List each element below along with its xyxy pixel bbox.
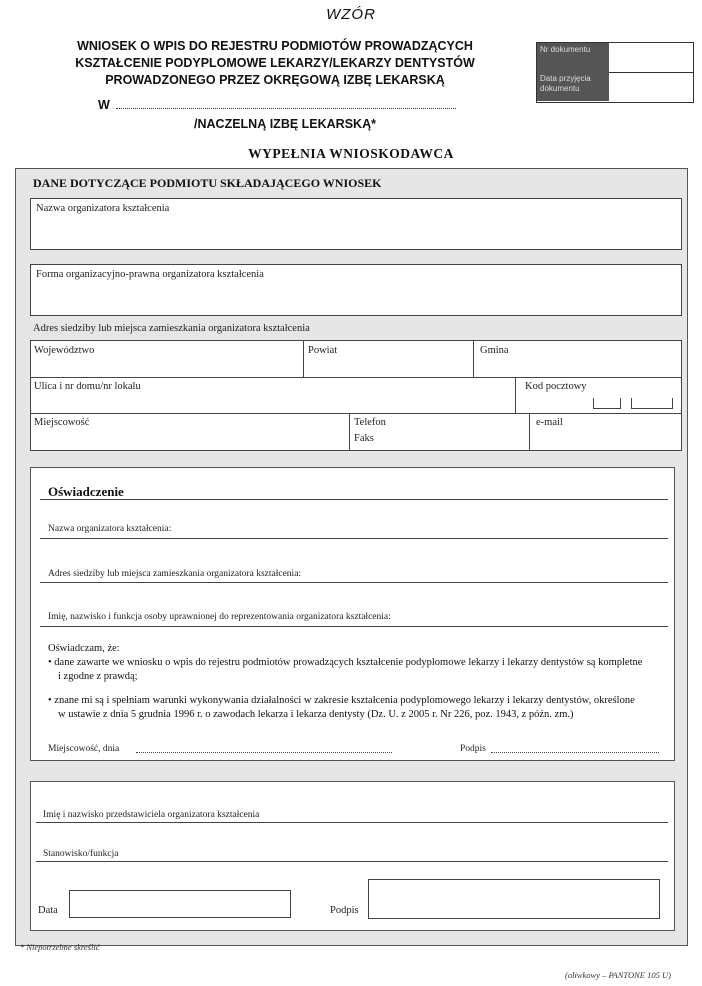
chamber-name-dotted-line <box>116 98 456 109</box>
fax-label: Faks <box>354 433 374 444</box>
section-title: DANE DOTYCZĄCE PODMIOTU SKŁADAJĄCEGO WNIOSEK <box>33 176 382 190</box>
postal-code-digits-1[interactable] <box>593 398 621 409</box>
acceptance-date-label: Data przyjęcia dokumentu <box>537 72 609 101</box>
legal-form-label: Forma organizacyjno-prawna organizatora kształcenia <box>36 269 264 280</box>
county-cell[interactable] <box>303 341 304 377</box>
title-line-2: KSZTAŁCENIE PODYPLOMOWE LEKARZY/LEKARZY DENTYSTÓW <box>75 56 475 70</box>
place-date-line[interactable] <box>136 752 392 753</box>
email-label: e-mail <box>536 417 563 428</box>
address-row-street <box>30 377 682 414</box>
title-line-1: WNIOSEK O WPIS DO REJESTRU PODMIOTÓW PROWADZĄCYCH <box>77 39 473 53</box>
signature-label: Podpis <box>330 905 359 916</box>
decl-person-label: Imię, nazwisko i funkcja osoby uprawnionej do reprezentowania organizatora kształcenia: <box>48 612 391 622</box>
decl-signature-line[interactable] <box>491 752 659 753</box>
representative-name-label: Imię i nazwisko przedstawiciela organizatora kształcenia <box>43 810 260 820</box>
footnote: * Niepotrzebne skreślić <box>20 942 100 952</box>
decl-address-label: Adres siedziby lub miejsca zamieszkania organizatora kształcenia: <box>48 569 302 579</box>
declaration-bullet-2-line-2: w ustawie z dnia 5 grudnia 1996 r. o zawodach lekarza i lekarza dentysty (Dz. U. z 2005 r. Nr 226, poz. 1943, z późn. zm.) <box>58 709 574 720</box>
title-line-3: PROWADZONEGO PRZEZ OKRĘGOWĄ IZBĘ LEKARSKĄ <box>105 73 445 87</box>
decl-person-line[interactable] <box>40 626 668 627</box>
document-number-row[interactable] <box>537 43 693 73</box>
phone-label: Telefon <box>354 417 386 428</box>
signature-field[interactable] <box>368 879 660 919</box>
date-label: Data <box>38 905 58 916</box>
organizer-name-field[interactable] <box>30 198 682 250</box>
place-date-label: Miejscowość, dnia <box>48 744 120 754</box>
address-row-region <box>30 340 682 378</box>
date-field[interactable] <box>69 890 291 918</box>
city-label: Miejscowość <box>34 417 90 428</box>
postal-code-cell[interactable] <box>515 378 516 413</box>
declaration-title-rule <box>40 499 668 500</box>
fill-by-heading: WYPEŁNIA WNIOSKODAWCA <box>248 146 454 161</box>
postal-code-digits-2[interactable] <box>631 398 673 409</box>
email-cell[interactable] <box>529 414 530 450</box>
declaration-bullet-2-line-1: • znane mi są i spełniam warunki wykonywania działalności w zakresie kształcenia podyplomowego lekarzy i lekarzy dentystów, określone <box>48 695 635 706</box>
postal-code-label: Kod pocztowy <box>525 381 587 392</box>
organizer-name-label: Nazwa organizatora kształcenia <box>36 203 170 214</box>
decl-address-line[interactable] <box>40 582 668 583</box>
decl-name-label: Nazwa organizatora kształcenia: <box>48 524 172 534</box>
voivodeship-label: Województwo <box>34 345 95 356</box>
position-label: Stanowisko/funkcja <box>43 849 119 859</box>
office-stamp-box <box>536 42 694 103</box>
form-title <box>40 38 510 89</box>
declaration-intro: Oświadczam, że: <box>48 643 120 654</box>
acceptance-date-row[interactable] <box>537 72 693 101</box>
commune-label: Gmina <box>480 345 509 356</box>
declaration-title: Oświadczenie <box>48 484 124 499</box>
phone-cell[interactable] <box>349 414 350 450</box>
decl-signature-label: Podpis <box>460 744 486 754</box>
representative-name-line[interactable] <box>36 822 668 823</box>
legal-form-field[interactable] <box>30 264 682 316</box>
document-number-label: Nr dokumentu <box>537 43 609 72</box>
naczelna-izba-label: /NACZELNĄ IZBĘ LEKARSKĄ* <box>194 117 376 131</box>
decl-name-line[interactable] <box>40 538 668 539</box>
wzor-label: WZÓR <box>326 6 376 23</box>
declaration-bullet-1-line-2: i zgodne z prawdą; <box>58 671 138 682</box>
address-label: Adres siedziby lub miejsca zamieszkania organizatora kształcenia <box>33 323 310 334</box>
county-label: Powiat <box>308 345 338 356</box>
address-row-contact <box>30 413 682 451</box>
commune-cell[interactable] <box>473 341 474 377</box>
pantone-note: (oliwkowy – PANTONE 105 U) <box>565 970 671 980</box>
declaration-bullet-1-line-1: • dane zawarte we wniosku o wpis do rejestru podmiotów prowadzących kształcenie podyplomowe lekarzy i lekarzy dentystów są kompletne <box>48 657 643 668</box>
chamber-name-field[interactable] <box>98 98 468 112</box>
position-line[interactable] <box>36 861 668 862</box>
w-prefix: W <box>98 98 110 112</box>
street-label: Ulica i nr domu/nr lokalu <box>34 381 141 392</box>
